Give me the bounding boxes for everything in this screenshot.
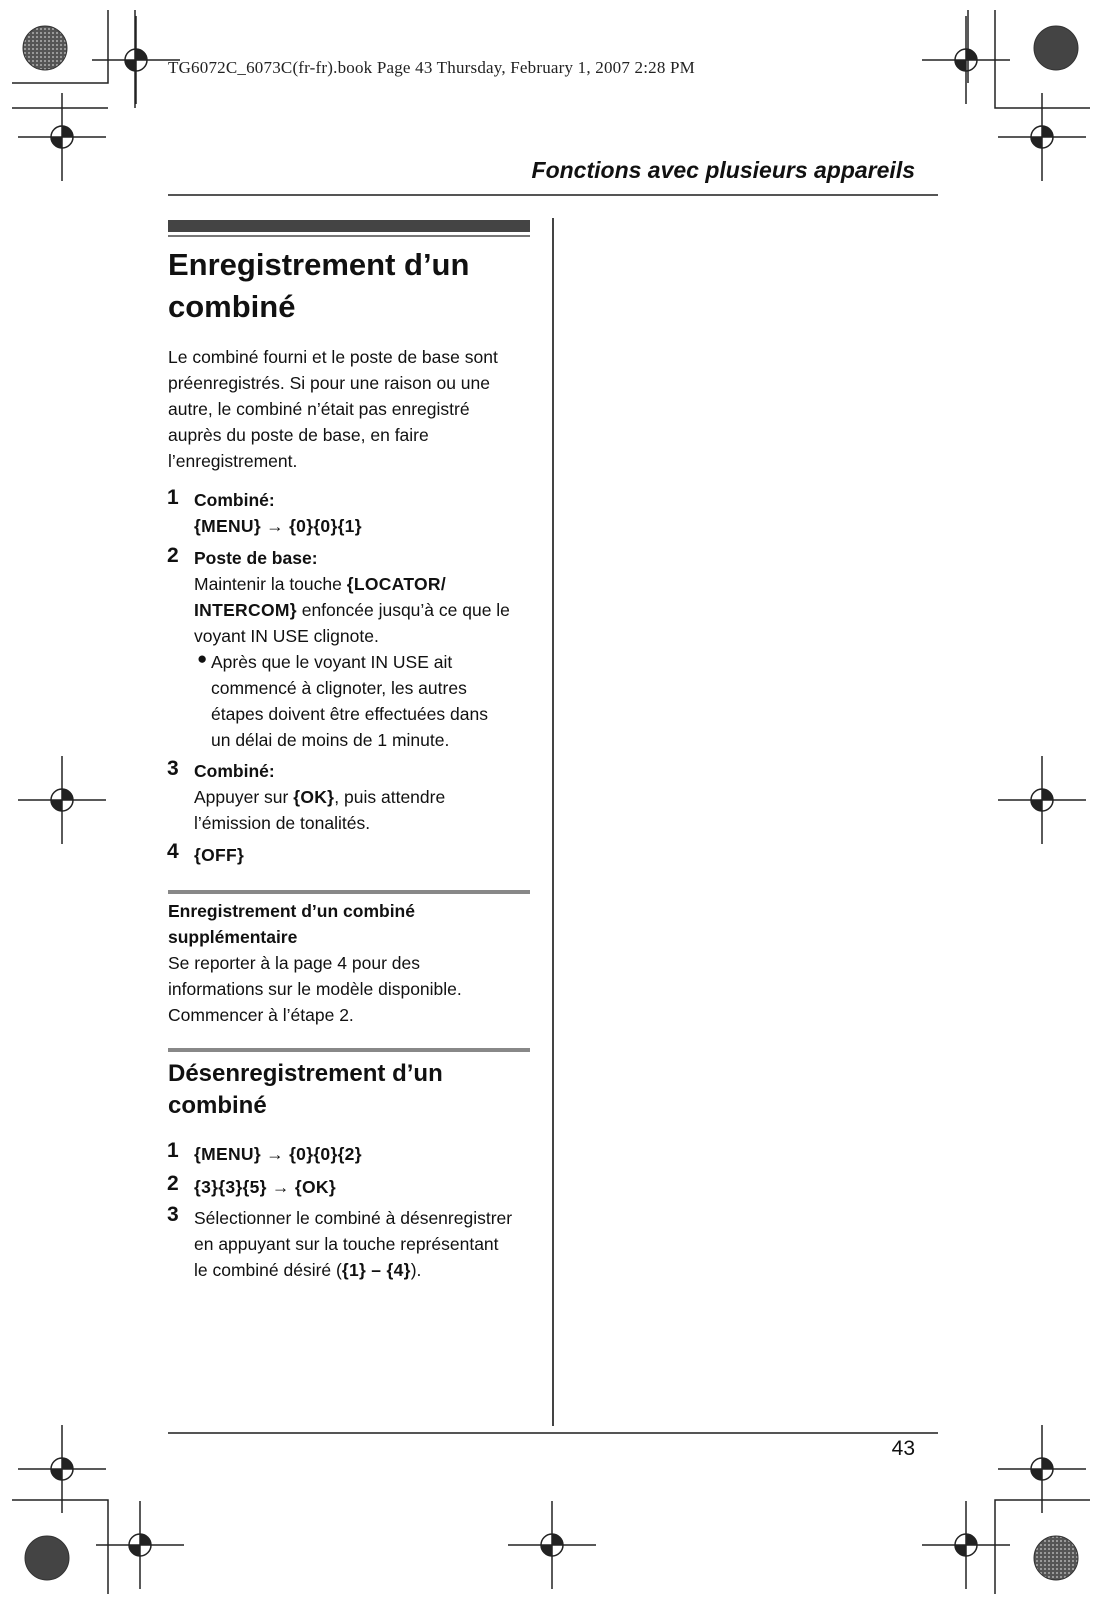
step-1: Combiné: {MENU} → {0}{0}{1} xyxy=(194,487,534,539)
bullet-icon: ● xyxy=(197,649,208,668)
key-sequence: {3}{3}{5} → {OK} xyxy=(194,1177,336,1197)
step-3: Combiné: Appuyer sur {OK}, puis attendre l’émission de tonalités. xyxy=(194,761,446,833)
key-ok: {OK} xyxy=(293,787,335,807)
column-divider xyxy=(552,218,554,1426)
step-2-note: Après que le voyant IN USE ait commencé à clignoter, les autres étapes doivent être effectuées dans un délai de moins de 1 minute. xyxy=(211,652,488,750)
step-number: 1 xyxy=(167,486,179,509)
subsection-bar xyxy=(168,1048,530,1052)
page-number: 43 xyxy=(891,1437,915,1460)
section-bar-underline xyxy=(168,235,530,237)
key-sequence: {MENU} → {0}{0}{1} xyxy=(194,516,362,536)
step-number: 3 xyxy=(167,757,179,780)
header-title: Fonctions avec plusieurs appareils xyxy=(531,157,915,183)
subsection-title-additional: Enregistrement d’un combiné supplémentaire xyxy=(168,901,415,947)
header-rule xyxy=(168,194,938,196)
print-info-line: TG6072C_6073C(fr-fr).book Page 43 Thursday, February 1, 2007 2:28 PM xyxy=(168,58,695,77)
intro-paragraph: Le combiné fourni et le poste de base sont préenregistrés. Si pour une raison ou une autre, le combiné n’était pas enregistré auprès du poste de base, en faire l’enregistrement. xyxy=(168,347,498,471)
section-title-registration: Enregistrement d’un combiné xyxy=(168,247,470,324)
key-locator-intercom: {LOCATOR/ xyxy=(346,574,447,594)
subsection-bar xyxy=(168,890,530,894)
step-number: 3 xyxy=(167,1203,179,1226)
step-number: 2 xyxy=(167,544,179,567)
subsection-text: Se reporter à la page 4 pour des informations sur le modèle disponible. Commencer à l’étape 2. xyxy=(168,953,462,1025)
key-off: {OFF} xyxy=(194,845,245,865)
deregistration-step-3: Sélectionner le combiné à désenregistrer en appuyant sur la touche représentant le combiné désiré ({1} – {4}). xyxy=(194,1208,513,1280)
step-2: Poste de base: Maintenir la touche {LOCATOR/ INTERCOM} enfoncée jusqu’à ce que le voyant IN USE clignote. xyxy=(194,548,510,646)
step-number: 2 xyxy=(167,1172,179,1195)
step-number: 1 xyxy=(167,1139,179,1162)
footer-rule xyxy=(168,1432,938,1434)
step-number: 4 xyxy=(167,840,179,863)
section-bar xyxy=(168,220,530,232)
key-sequence: {MENU} → {0}{0}{2} xyxy=(194,1144,362,1164)
key-range: {1} – {4} xyxy=(341,1260,411,1280)
subsection-title-deregistration: Désenregistrement d’un combiné xyxy=(168,1060,443,1119)
key-locator-intercom: INTERCOM} xyxy=(194,600,297,620)
